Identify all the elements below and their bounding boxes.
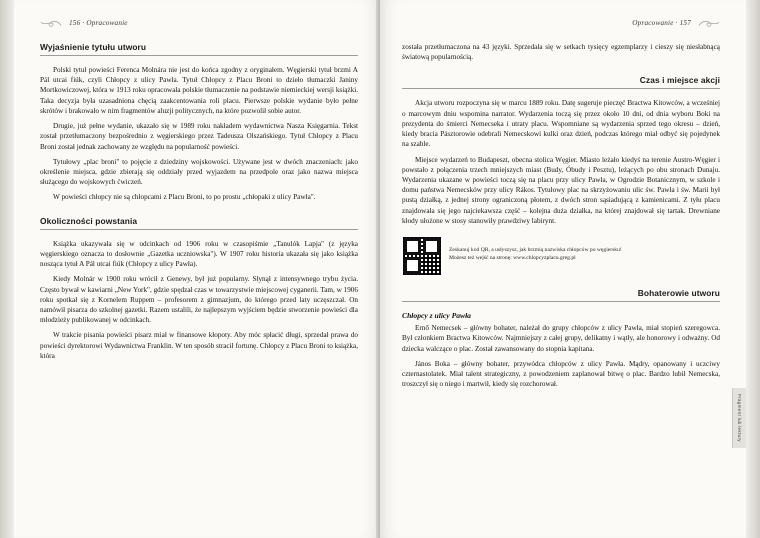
left-running-head [40,18,358,28]
paragraph: Akcja utworu rozpoczyna się w marcu 1889 roku. Datę sugeruje pieczęć Bractwa Kitowców, a wcześniej o marcowym dniu wspomina narrator. Wydarzenia toczą się przez około 10 dni, od dnia wyboru Boki na prezydenta do śmierci Nemecseka i utraty placu. Wspomniane są wydarzenia sprzed tego okresu – dzień, kiedy bracia Pásztorowie odebrali Nemecskowi kulki oraz dzień, podczas którego miał odbyć się pojedynek na szable. [402,99,720,149]
page-thumb-tab-label: Fragment lub lektury [737,394,743,442]
section-title-okolicznosci: Okoliczności powstania [40,216,358,230]
paragraph: Ernő Nemecsek – główny bohater, należał do grupy chłopców z ulicy Pawła, miał stopień szeregowca. Był członkiem Bractwa Kitowców. Najmniejszy z całej grupy, delikatny i wątły, ale honorowy i odważny. Od dziecka walczące o plac. Został zawansowany do stopnia kapitana. [402,324,720,353]
paragraph: W trakcie pisania powieści pisarz miał w finansowe kłopoty. Aby móc spłacić długi, sprzedał prawa do powieści dyrektorowi Wydawnictwa Franklin. W ten sposób stracił fortunę. Chłopcy z Placu Broni to książka, która [40,331,358,360]
paragraph: została przetłumaczona na 43 języki. Sprzedała się w setkach tysięcy egzemplarzy i cieszy się niesłabnącą światową popularnością. [402,43,720,62]
paragraph: W powieści chłopcy nie są chłopcami z Placu Broni, to po prostu „chłopaki z ulicy Pawła". [53,193,316,202]
right-page [380,0,746,538]
qr-code-icon[interactable] [402,236,442,276]
right-running-head [402,18,720,28]
section-title-tytul: Wyjaśnienie tytułu utworu [40,42,358,56]
right-page-edge [746,0,760,538]
subsection-title-chlopcy: Chłopcy z ulicy Pawła [402,311,471,321]
paragraph: Polski tytuł powieści Ferenca Molnára nie jest do końca zgodny z oryginałem. Węgierski tytuł brzmi A Pál utcai fiúk, czyli Chłopcy z ulicy Pawła. Tytuł Chłopcy z Placu Broni to dzieło tłumaczki Janiny Mortkowiczowej, która w 1913 roku opracowała polskie tłumaczenie na podstawie niemieckiej wersji książki. Taka decyzja była uzasadniona chęcią zaakcentowania roli placu. Pierwsze polskie wydanie było pełne skrótów i brakowało w nim fragmentów aluzji politycznych, na które pozwolił sobie autor. [40,66,358,115]
qr-caption-line-2: Możesz też wejść na stronę: www.chlopcyzplacu.greg.pl [449,255,576,262]
paragraph: János Boka – główny bohater, przywódca chłopców z ulicy Pawła. Mądry, opanowany i uczciwy czternastolatek. Miał talent strategiczny, z powodzeniem zaplanował bitwę o plac. Bardzo lubił Nemecska, troszczył się o niego i martwił, kiedy się rozchorował. [402,359,720,389]
paragraph: Kiedy Molnár w 1900 roku wrócił z Genewy, był już popularny. Słynął z intensywnego trybu życia. Często bywał w kawiarni „New York", gdzie spędzał czas w towarzystwie miejscowej cyganerii. Tam, w 1906 roku spotkał się z Kornelem Ruppem – profesorem z gimnazjum, do którego przed laty uczęszczał. On namówił pisarza do szkolnej gazetki. Razem ustalili, że najlepszym wyjściem będzie stworzenie powieści dla młodzieży publikowanej w odcinkach. [40,275,358,325]
qr-caption-line-1: Zeskanuj kod QR, a usłyszysz, jak brzmią nazwiska chłopców po węgiersku! [449,247,622,254]
paragraph: Drugie, już pełne wydanie, ukazało się w 1989 roku nakładem wydawnictwa Nasza Księgarnia. Tekst został przetłumaczony bezpośrednio z węgierskiego przez Tadeusza Olszańskiego. Tytuł Chłopcy z Placu Broni został jednak zachowany ze względu na popularność powieści. [40,122,358,151]
paragraph: Książka ukazywała się w odcinkach od 1906 roku w czasopiśmie „Tanulók Lapja" (z języka węgierskiego oznacza to dosłownie „Gazetka uczniowska"). W 1907 roku historia ukazała się jako książka nosząca tytuł A Pál utcai fiúk (Chłopcy z ulicy Pawła). [40,239,358,269]
ornament-icon [698,19,720,28]
left-running-head-text: 156 · Opracowanie [69,19,128,27]
left-page-edge [0,0,14,538]
section-title-bohaterowie: Bohaterowie utworu [402,288,720,302]
right-running-head-text: Opracowanie · 157 [632,19,691,27]
qr-code-block[interactable] [402,236,720,276]
ornament-icon [40,19,62,28]
paragraph: Miejsce wydarzeń to Budapeszt, obecna stolica Węgier. Miasto leżało kiedyś na terenie Austro-Węgier i powstało z połączenia trzech mniejszych miast (Budy, Óbudy i Pesztu), leżących po obu stronach Dunaju. Wydarzenia ukazane w powieści toczą się na placu przy ulicy Pawła, w Ogrodzie Botanicznym, w szkole i domu państwa Nemecsków przy ulicy Rákos. Tytułowy plac na skrzyżowaniu ulic św. Pawła i św. Marii był pustą działką, z jednej strony ograniczoną płotem, z dwóch stron sąsiadującą z kamienicami. Z tyłu placu znajdowała się jego najciekawsza część – kolejna duża działka, na której znajdował się tartak. Drewniane kłody ułożone w stosy stanowiły prawdziwy labirynt. [402,155,720,225]
page-thumb-tab [732,388,746,448]
left-page [14,0,380,538]
section-title-czas-miejsce: Czas i miejsce akcji [402,75,720,89]
paragraph: Tytułowy „plac broni" to pojęcie z dziedziny wojskowości. Używane jest w dwóch znaczeniach: jako określenie miejsca, gdzie zbierają się oddziały przed wyjazdem na przedpole oraz jako nazwa miejsca służącego do wojskowych ćwiczeń. [40,157,358,187]
qr-code-caption [449,236,622,263]
